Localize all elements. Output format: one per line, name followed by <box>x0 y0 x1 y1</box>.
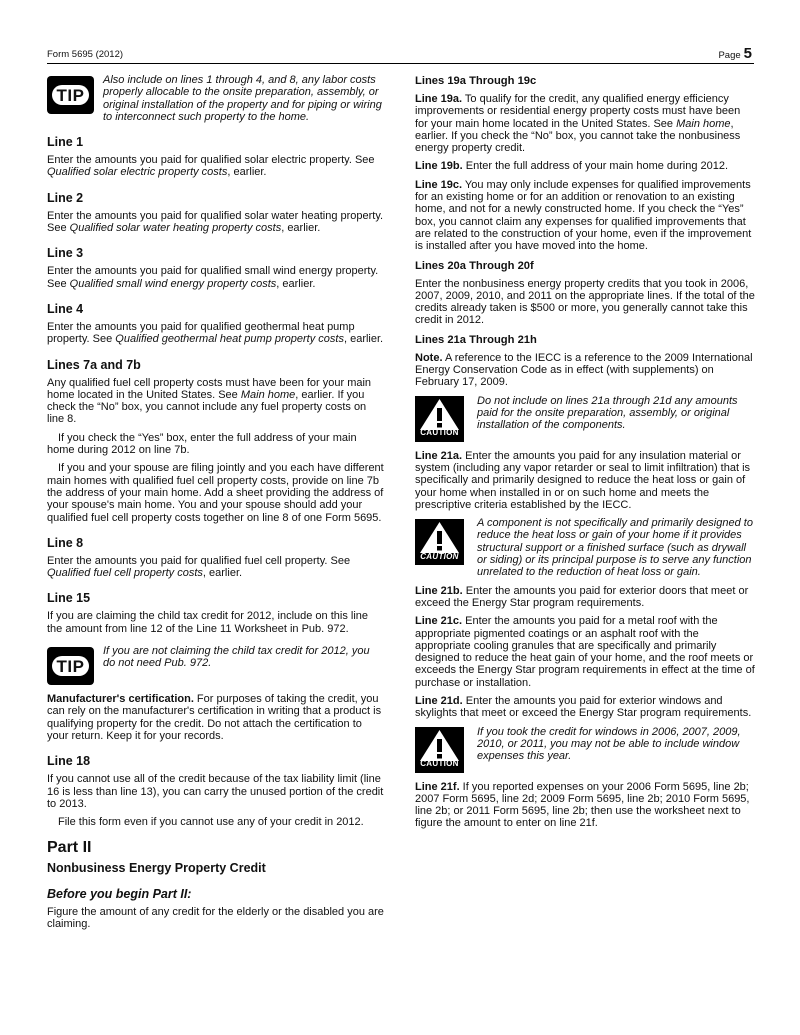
heading-line-18: Line 18 <box>47 754 91 769</box>
caution-text: Do not include on lines 21a through 21d any amounts paid for the onsite preparation, assembly, or original installation of the components. <box>477 394 738 432</box>
form-id: Form 5695 (2012) <box>47 49 124 60</box>
tip-notice <box>47 74 384 123</box>
caution-icon: CAUTION <box>415 519 464 565</box>
caution-notice <box>415 517 755 578</box>
subheading-nonbusiness: Nonbusiness Energy Property Credit <box>47 860 266 875</box>
heading-lines-21: Lines 21a Through 21h <box>415 333 537 346</box>
tip-icon: TIP <box>47 76 94 114</box>
heading-part-2: Part II <box>47 839 92 857</box>
paragraph-line-21d: Line 21d. Enter the amounts you paid for exterior windows and skylights that meet or exceed the Energy Star program requirements. <box>415 694 752 720</box>
paragraph-line-7-2: If you check the “Yes” box, enter the full address of your main home during 2012 on line 7b. <box>47 431 357 457</box>
paragraph-line-19c: Line 19c. You may only include expenses for qualified improvements for an existing home or for an addition or renovation to an existing home, and not for a newly constructed home. If you check the “Yes” box, you cannot claim any expenses for qualified improvements that are related to the construction of your home, even if the improvement is installed after you have moved into the home. <box>415 178 752 253</box>
heading-line-15: Line 15 <box>47 591 91 606</box>
paragraph-note: Note. A reference to the IECC is a reference to the 2009 International Energy Conservation Code as in effect (with supplements) on February 17, 2009. <box>415 351 753 389</box>
tip-notice <box>47 645 384 685</box>
tip-text: Also include on lines 1 through 4, and 8, any labor costs properly allocable to the onsite preparation, assembly, or original installation of the property and for piping or wiring to interconnect such property to the home. <box>103 74 382 123</box>
tip-icon: TIP <box>47 647 94 685</box>
paragraph-line-21a: Line 21a. Enter the amounts you paid for any insulation material or system (including any vapor retarder or seal to limit infiltration) that is specifically and primarily designed to reduce the heat loss or gain of your home when installed in or on such home and meets the prescriptive criteria established by the IECC. <box>415 449 751 511</box>
paragraph-line-7-1: Any qualified fuel cell property costs must have been for your main home located in the United States. See Main home, earlier. If you check the “No” box, you cannot include any fuel property costs on line 8. <box>47 376 372 426</box>
heading-line-4: Line 4 <box>47 301 84 316</box>
tip-text: If you are not claiming the child tax credit for 2012, you do not need Pub. 972. <box>103 645 370 670</box>
caution-text: A component is not specifically and primarily designed to reduce the heat loss or gain of your home if it provides structural support or a finished surface (such as drywall or siding) or its principal purpose is to serve any function unrelated to the reduction of heat loss or gain. <box>477 517 753 579</box>
heading-lines-7: Lines 7a and 7b <box>47 357 141 372</box>
heading-lines-19: Lines 19a Through 19c <box>415 75 537 87</box>
paragraph-line-18-2: File this form even if you cannot use any of your credit in 2012. <box>58 816 364 829</box>
paragraph-line-7-3: If you and your spouse are filing jointly and you each have different main homes with qualified fuel cell property costs, provide on line 7b the address of your main home. Add a sheet providing the address of your spouse's main home. You and your spouse should add your qualified fuel cell property costs together on line 8 of one Form 5695. <box>47 462 384 524</box>
caution-notice <box>415 395 755 442</box>
paragraph-line-15: If you are claiming the child tax credit for 2012, include on this line the amount from line 12 of the Line 11 Worksheet in Pub. 972. <box>47 610 369 635</box>
paragraph-line-21b: Line 21b. Enter the amounts you paid for exterior doors that meet or exceed the Energy Star program requirements. <box>415 584 749 609</box>
paragraph-line-2: Enter the amounts you paid for qualified solar water heating property. See Qualified solar water heating property costs, earlier. <box>47 209 384 235</box>
caution-icon: CAUTION <box>415 396 464 442</box>
subheading-before: Before you begin Part II: <box>47 886 192 901</box>
heading-line-2: Line 2 <box>47 190 84 205</box>
page-number: Page 5 <box>718 45 752 62</box>
heading-line-8: Line 8 <box>47 535 84 550</box>
paragraph-lines-20: Enter the nonbusiness energy property credits that you took in 2006, 2007, 2009, 2010, and 2011 on the appropriate lines. If the total of the credits already taken is $500 or more, you generally cannot take this credit in 2012. <box>415 277 755 327</box>
paragraph-line-1: Enter the amounts you paid for qualified solar electric property. See Qualified solar electric property costs, earlier. <box>47 154 375 179</box>
caution-text: If you took the credit for windows in 2006, 2007, 2009, 2010, or 2011, you may not be able to include window expenses this year. <box>477 725 741 763</box>
left-column <box>47 74 384 936</box>
caution-icon: CAUTION <box>415 727 464 773</box>
paragraph-line-19a: Line 19a. To qualify for the credit, any qualified energy efficiency improvements or residential energy property costs must have been for your main home located in the United States. See Main home, earlier. If you check the “No” box, you cannot take the nonbusiness energy property credit. <box>415 93 741 155</box>
heading-line-1: Line 1 <box>47 135 84 150</box>
paragraph-line-3: Enter the amounts you paid for qualified small wind energy property. See Qualified small wind energy property costs, earlier. <box>47 265 379 290</box>
paragraph-line-21f: Line 21f. If you reported expenses on your 2006 Form 5695, line 2b; 2007 Form 5695, line 2d; 2009 Form 5695, line 2b; 2010 Form 5695, line 2b; or 2011 Form 5695, line 2b; then use the worksheet next to figure the amount to enter on line 21f. <box>415 780 750 830</box>
paragraph-line-18-1: If you cannot use all of the credit because of the tax liability limit (line 16 is less than line 13), you can carry the unused portion of the credit to 2013. <box>47 773 384 810</box>
paragraph-line-21c: Line 21c. Enter the amounts you paid for a metal roof with the appropriate pigmented coatings or an asphalt roof with the appropriate cooling granules that are specifically and primarily designed to reduce the heat gain of your home, and the roof meets or exceeds the Energy Star program requirements in effect at the time of purchase or installation. <box>415 615 755 689</box>
paragraph-line-8: Enter the amounts you paid for qualified fuel cell property. See Qualified fuel cell property costs, earlier. <box>47 554 351 580</box>
paragraph-part-2: Figure the amount of any credit for the elderly or the disabled you are claiming. <box>47 905 384 930</box>
heading-line-3: Line 3 <box>47 246 84 261</box>
paragraph-line-19b: Line 19b. Enter the full address of your main home during 2012. <box>415 160 729 173</box>
paragraph-manufacturer: Manufacturer's certification. For purposes of taking the credit, you can rely on the manufacturer's certification in writing that a product is qualifying property for the credit. Do not attach the certification to your return. Keep it for your records. <box>47 693 382 742</box>
caution-notice <box>415 726 755 773</box>
heading-lines-20: Lines 20a Through 20f <box>415 259 534 272</box>
paragraph-line-4: Enter the amounts you paid for qualified geothermal heat pump property. See Qualified geothermal heat pump property costs, earlier. <box>47 320 384 346</box>
right-column <box>415 74 755 836</box>
header-rule <box>47 63 754 64</box>
